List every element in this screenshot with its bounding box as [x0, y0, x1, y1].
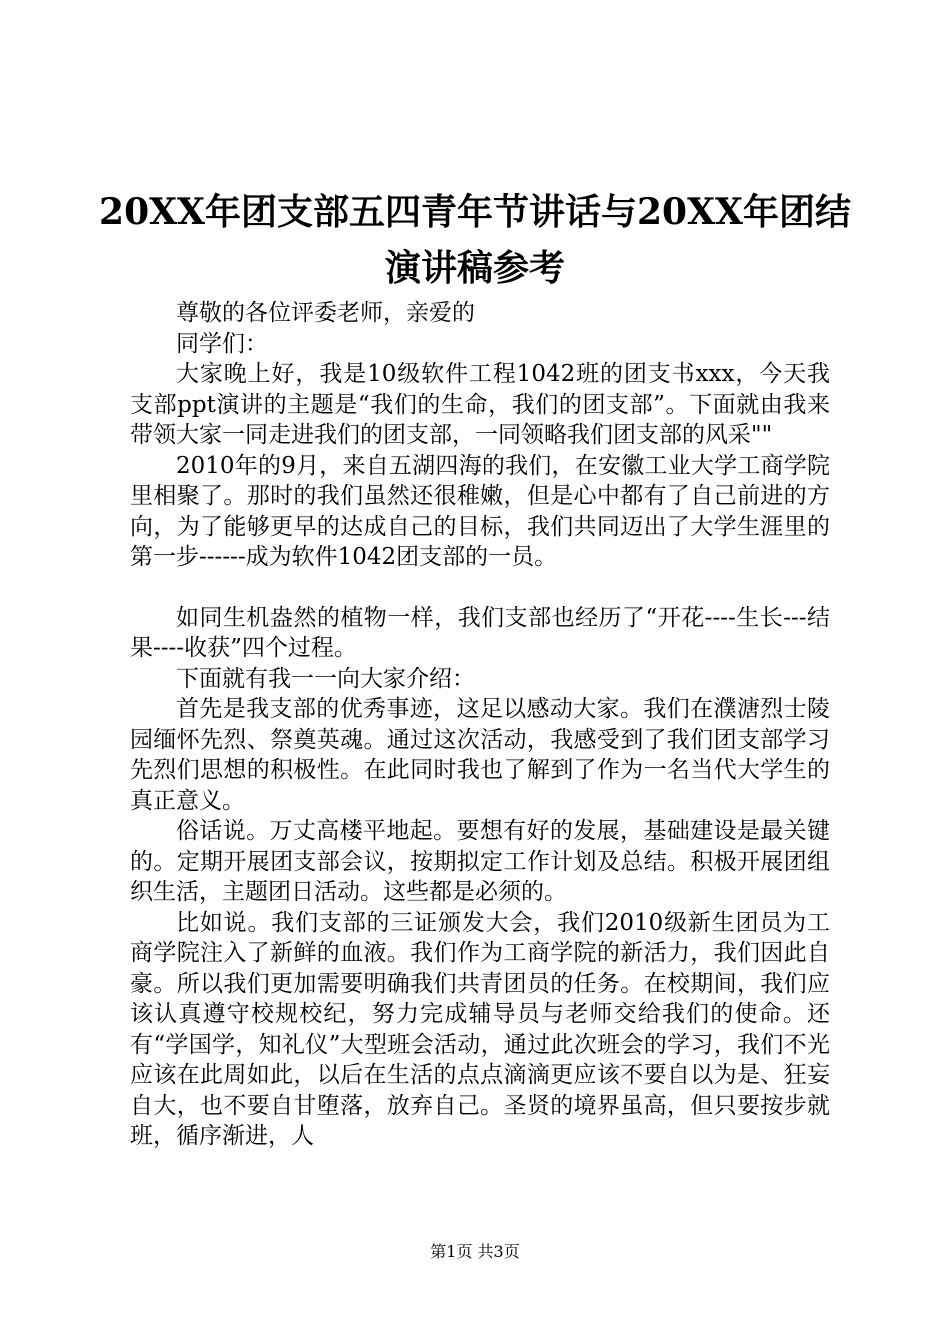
paragraph-deeds: 首先是我支部的优秀事迹，这足以感动大家。我们在濮溏烈士陵园缅怀先烈、祭奠英魂。通过这次活动，我感受到了我们团支部学习先烈们思想的积极性。在此同时我也了解到了作为一名当代大学生的真正意义。 [130, 696, 830, 814]
document-title-line-1: 20XX年团支部五四青年节讲话与20XX年团结 [99, 191, 851, 233]
paragraph-history: 2010年的9月，来自五湖四海的我们，在安徽工业大学工商学院里相聚了。那时的我们虽然还很稚嫩，但是心中都有了自己前进的方向，为了能够更早的达成自己的目标，我们共同迈出了大学生涯里的第一步------成为软件1042团支部的一员。 [130, 452, 830, 570]
paragraph-foundation: 俗话说。万丈高楼平地起。要想有好的发展，基础建设是最关键的。定期开展团支部会议，按期拟定工作计划及总结。积极开展团组织生活，主题团日活动。这些都是必须的。 [130, 818, 830, 905]
document-body [130, 298, 830, 1152]
paragraph-example: 比如说。我们支部的三证颁发大会，我们2010级新生团员为工商学院注入了新鲜的血液。我们作为工商学院的新活力，我们因此自豪。所以我们更加需要明确我们共青团员的任务。在校期间，我们应该认真遵守校规校纪，努力完成辅导员与老师交给我们的使命。还有“学国学，知礼仪”大型班会活动，通过此次班会的学习，我们不光应该在此周如此，以后在生活的点点滴滴更应该不要自以为是、狂妄自大，也不要自甘堕落，放弃自己。圣贤的境界虽高，但只要按步就班，循序渐进，人 [130, 909, 830, 1149]
document-title-line-2: 演讲稿参考 [384, 247, 565, 289]
paragraph-salutation-cont: 同学们： [176, 330, 268, 357]
page-number-footer: 第1页 共3页 [430, 1242, 520, 1261]
paragraph-process: 如同生机盎然的植物一样，我们支部也经历了“开花----生长---结果----收获”四个过程。 [130, 604, 830, 661]
paragraph-greeting: 大家晚上好，我是10级软件工程1042班的团支书xxx，今天我支部ppt演讲的主题是“我们的生命，我们的团支部”。下面就由我来带领大家一同走进我们的团支部，一同领略我们团支部的风采"" [130, 361, 830, 448]
paragraph-intro: 下面就有我一一向大家介绍： [176, 665, 475, 692]
paragraph-salutation: 尊敬的各位评委老师，亲爱的 [176, 300, 475, 326]
